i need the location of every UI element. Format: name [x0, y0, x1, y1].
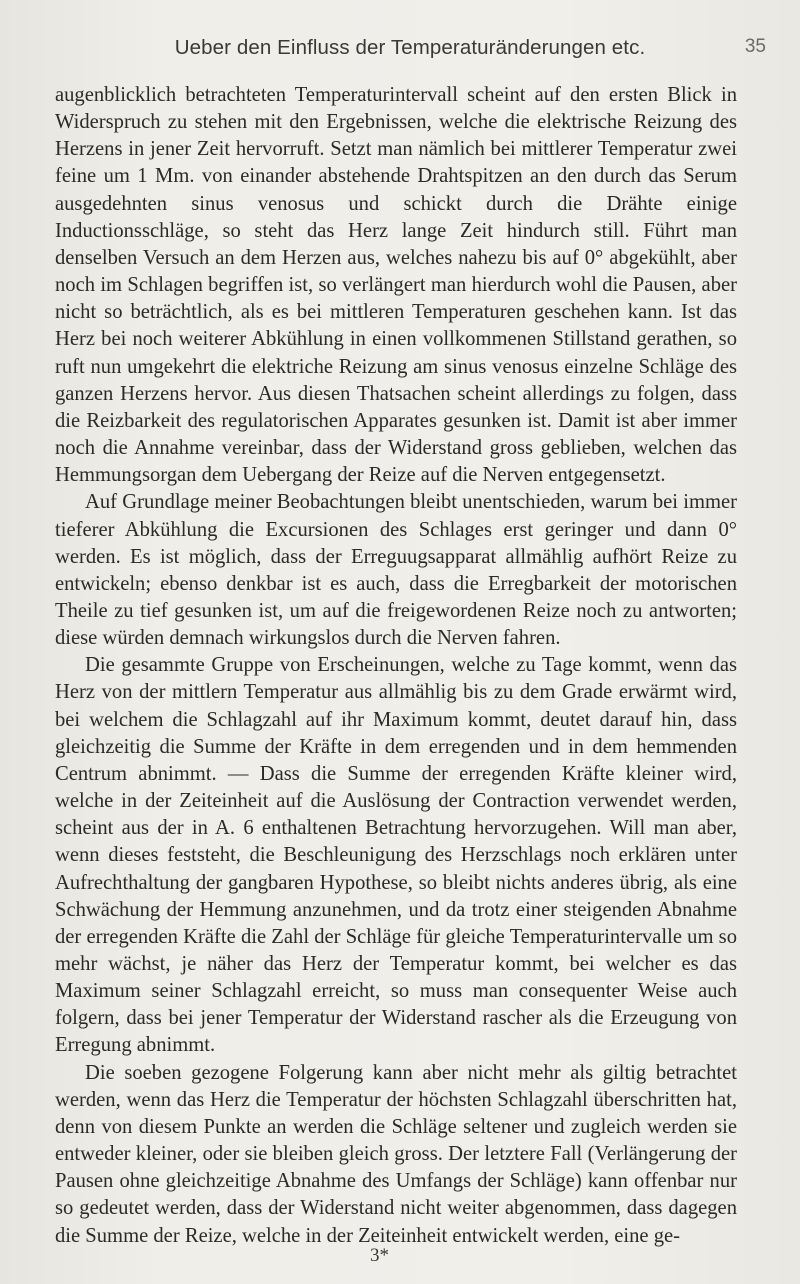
page-number: 35: [744, 36, 766, 57]
page-header: [100, 36, 766, 66]
signature-mark: 3*: [370, 1245, 389, 1266]
paragraph-2: Auf Grundlage meiner Beobachtungen bleibt unentschieden, warum bei immer tieferer Abkühlung die Excursionen des Schlages erst geringer und dann 0° werden. Es ist möglich, dass der Erreguugsapparat allmählig aufhört Reize zu entwickeln; ebenso denkbar ist es auch, dass die Erregbarkeit der motorischen Theile zu tief gesunken ist, um auf die freigewordenen Reize noch zu antworten; diese würden demnach wirkungslos durch die Nerven fahren.: [55, 491, 737, 650]
body-text: [55, 82, 737, 1250]
paragraph-3: Die gesammte Gruppe von Erscheinungen, welche zu Tage kommt, wenn das Herz von der mittlern Temperatur aus allmählig bis zu dem Grade erwärmt wird, bei welchem die Schlagzahl auf ihr Maximum kommt, deutet darauf hin, dass gleichzeitig die Summe der Kräfte in dem erregenden und in dem hemmenden Centrum abnimmt. — Dass die Summe der erregenden Kräfte kleiner wird, welche in der Zeiteinheit auf die Auslösung der Contraction verwendet werden, scheint aus der in A. 6 enthaltenen Betrachtung hervorzugehen. Will man aber, wenn dieses feststeht, die Beschleunigung des Herzschlags noch erklären unter Aufrechthaltung der gangbaren Hypothese, so bleibt nichts anderes übrig, als eine Schwächung der Hemmung anzunehmen, und da trotz einer steigenden Abnahme der erregenden Kräfte die Zahl der Schläge für gleiche Temperaturintervalle um so mehr wächst, je näher das Herz der Temperatur kommt, bei welcher es das Maximum seiner Schlagzahl erreicht, so muss man consequenter Weise auch folgern, dass bei jener Temperatur der Widerstand rascher als die Erzeugung von Erregung abnimmt.: [55, 654, 737, 1057]
paragraph-1: augenblicklich betrachteten Temperaturintervall scheint auf den ersten Blick in Widerspruch zu stehen mit den Ergebnissen, welche die elektrische Reizung des Herzens in jener Zeit hervorruft. Setzt man nämlich bei mittlerer Temperatur zwei feine um 1 Mm. von einander abstehende Drahtspitzen an den durch das Serum ausgedehnten sinus venosus und schickt durch die Drähte einige Inductionsschläge, so steht das Herz lange Zeit hindurch still. Führt man denselben Versuch an dem Herzen aus, welches nahezu bis auf 0° abgekühlt, aber noch im Schlagen begriffen ist, so verlängert man hierdurch wohl die Pausen, aber nicht so beträchtlich, als es bei mittleren Temperaturen geschehen kann. Ist das Herz bei noch weiterer Abkühlung in einen vollkommenen Stillstand gerathen, so ruft nun umgekehrt die elektriche Reizung am sinus venosus einzelne Schläge des ganzen Herzens hervor. Aus diesen Thatsachen scheint allerdings zu folgen, dass die Reizbarkeit des regulatorischen Apparates gesunken ist. Damit ist aber immer noch die Annahme vereinbar, dass der Widerstand gross geblieben, welchen das Hemmungsorgan dem Uebergang der Reize auf die Nerven entgegensetzt.: [55, 84, 737, 487]
running-head: Ueber den Einfluss der Temperaturänderungen etc.: [174, 36, 646, 59]
paragraph-4: Die soeben gezogene Folgerung kann aber nicht mehr als giltig betrachtet werden, wenn das Herz die Temperatur der höchsten Schlagzahl überschritten hat, denn von diesem Punkte an werden die Schläge seltener und zugleich werden sie entweder kleiner, oder sie bleiben gleich gross. Der letztere Fall (Verlängerung der Pausen ohne gleichzeitige Abnahme des Umfangs der Schläge) kann offenbar nur so gedeutet werden, dass der Widerstand nicht weiter abgenommen, dass dagegen die Summe der Reize, welche in der Zeiteinheit entwickelt werden, eine ge-: [55, 1061, 737, 1247]
